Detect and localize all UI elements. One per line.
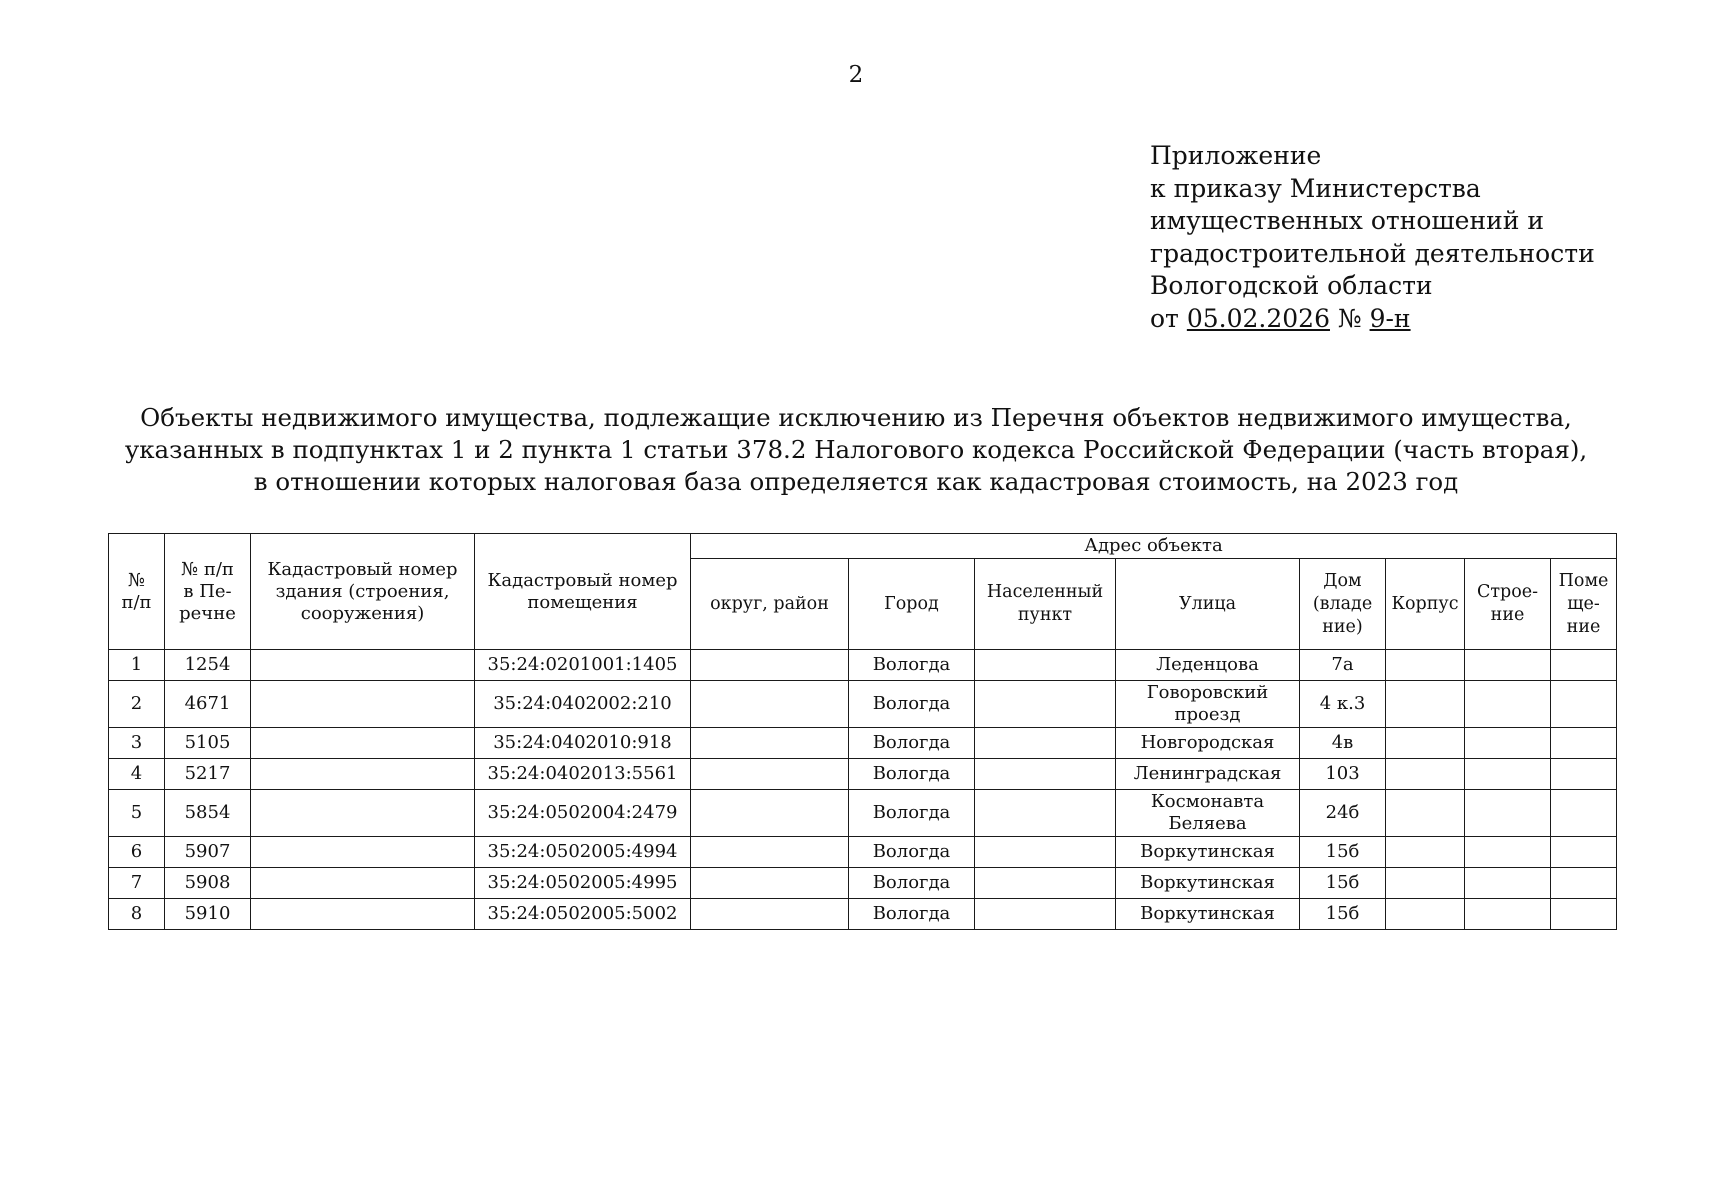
cell-num: 7 (109, 868, 165, 899)
cell-building-cadastral (251, 728, 475, 759)
cell-room-cadastral: 35:24:0201001:1405 (475, 650, 691, 681)
cell-district (691, 790, 849, 837)
cell-num: 6 (109, 837, 165, 868)
header-room-cadastral: Кадастровый номер помещения (475, 534, 691, 650)
cell-building-cadastral (251, 650, 475, 681)
cell-city: Вологда (849, 650, 975, 681)
page-number: 2 (848, 62, 864, 88)
header-settlement: Населенный пункт (975, 559, 1116, 650)
cell-room (1551, 899, 1617, 930)
header-list-num: № п/п в Пе- речне (165, 534, 251, 650)
cell-house: 15б (1300, 868, 1386, 899)
cell-korpus (1386, 868, 1465, 899)
cell-settlement (975, 868, 1116, 899)
cell-city: Вологда (849, 790, 975, 837)
cell-city: Вологда (849, 899, 975, 930)
cell-settlement (975, 681, 1116, 728)
cell-street: Ленинградская (1116, 759, 1300, 790)
header-building: Строе- ние (1465, 559, 1551, 650)
cell-room-cadastral: 35:24:0502005:4995 (475, 868, 691, 899)
cell-district (691, 650, 849, 681)
number-sign: № (1337, 303, 1362, 333)
title-line: указанных в подпунктах 1 и 2 пункта 1 статьи 378.2 Налогового кодекса Российской Федерации (часть вторая), (124, 435, 1588, 464)
title-line: в отношении которых налоговая база определяется как кадастровая стоимость, на 2023 год (253, 467, 1459, 496)
approval-line: имущественных отношений и (1150, 206, 1545, 235)
cell-room-cadastral: 35:24:0502005:4994 (475, 837, 691, 868)
cell-num: 3 (109, 728, 165, 759)
cell-building (1465, 759, 1551, 790)
cell-street: Воркутинская (1116, 837, 1300, 868)
cell-list-num: 5907 (165, 837, 251, 868)
cell-list-num: 5910 (165, 899, 251, 930)
cell-street: Воркутинская (1116, 868, 1300, 899)
cell-settlement (975, 650, 1116, 681)
table-row (109, 837, 1617, 868)
cell-room-cadastral: 35:24:0402013:5561 (475, 759, 691, 790)
cell-street: Новгородская (1116, 728, 1300, 759)
cell-building (1465, 899, 1551, 930)
cell-settlement (975, 837, 1116, 868)
cell-list-num: 5105 (165, 728, 251, 759)
cell-room (1551, 728, 1617, 759)
cell-district (691, 759, 849, 790)
cell-list-num: 1254 (165, 650, 251, 681)
cell-room-cadastral: 35:24:0502004:2479 (475, 790, 691, 837)
from-label: от (1150, 303, 1179, 333)
cell-num: 2 (109, 681, 165, 728)
cell-house: 4 к.3 (1300, 681, 1386, 728)
cell-house: 4в (1300, 728, 1386, 759)
cell-house: 15б (1300, 837, 1386, 868)
cell-room (1551, 868, 1617, 899)
cell-building (1465, 650, 1551, 681)
cell-korpus (1386, 650, 1465, 681)
cell-building-cadastral (251, 790, 475, 837)
cell-korpus (1386, 681, 1465, 728)
cell-building (1465, 681, 1551, 728)
cell-building-cadastral (251, 759, 475, 790)
cell-list-num: 5908 (165, 868, 251, 899)
cell-room-cadastral: 35:24:0402002:210 (475, 681, 691, 728)
approval-line: градостроительной деятельности (1150, 238, 1595, 268)
cell-building-cadastral (251, 837, 475, 868)
cell-room (1551, 650, 1617, 681)
header-num: № п/п (109, 534, 165, 650)
header-building-cadastral: Кадастровый номер здания (строения, сооружения) (251, 534, 475, 650)
cell-room (1551, 790, 1617, 837)
cell-building (1465, 728, 1551, 759)
cell-room-cadastral: 35:24:0402010:918 (475, 728, 691, 759)
document-title (60, 402, 1652, 498)
cell-list-num: 5854 (165, 790, 251, 837)
header-address-group: Адрес объекта (691, 534, 1617, 559)
cell-num: 8 (109, 899, 165, 930)
order-number: 9-н (1369, 303, 1411, 333)
cell-korpus (1386, 728, 1465, 759)
cell-city: Вологда (849, 681, 975, 728)
table-row (109, 899, 1617, 930)
cell-korpus (1386, 899, 1465, 930)
cell-building-cadastral (251, 868, 475, 899)
cell-settlement (975, 759, 1116, 790)
approval-line: Вологодской области (1150, 271, 1433, 300)
property-table (108, 533, 1617, 930)
approval-block (1150, 140, 1670, 335)
cell-korpus (1386, 759, 1465, 790)
header-korpus: Корпус (1386, 559, 1465, 650)
cell-house: 15б (1300, 899, 1386, 930)
table-row (109, 728, 1617, 759)
cell-city: Вологда (849, 759, 975, 790)
header-district: округ, район (691, 559, 849, 650)
cell-building-cadastral (251, 899, 475, 930)
header-city: Город (849, 559, 975, 650)
cell-district (691, 899, 849, 930)
table-row (109, 681, 1617, 728)
approval-line: Приложение (1150, 141, 1322, 170)
cell-district (691, 837, 849, 868)
cell-room (1551, 837, 1617, 868)
cell-city: Вологда (849, 837, 975, 868)
table-row (109, 868, 1617, 899)
cell-num: 5 (109, 790, 165, 837)
title-line: Объекты недвижимого имущества, подлежащие исключению из Перечня объектов недвижимого имущества, (140, 403, 1572, 432)
table-row (109, 759, 1617, 790)
cell-street: Космонавта Беляева (1116, 790, 1300, 837)
cell-house: 24б (1300, 790, 1386, 837)
header-street: Улица (1116, 559, 1300, 650)
cell-korpus (1386, 790, 1465, 837)
approval-order-line (1150, 303, 1670, 336)
cell-building (1465, 868, 1551, 899)
cell-house: 7а (1300, 650, 1386, 681)
cell-street: Воркутинская (1116, 899, 1300, 930)
table-row (109, 650, 1617, 681)
cell-settlement (975, 728, 1116, 759)
table-row (109, 790, 1617, 837)
cell-room (1551, 681, 1617, 728)
order-date: 05.02.2026 (1186, 303, 1330, 333)
approval-line: к приказу Министерства (1150, 173, 1481, 203)
cell-district (691, 868, 849, 899)
cell-building (1465, 790, 1551, 837)
cell-settlement (975, 899, 1116, 930)
cell-korpus (1386, 837, 1465, 868)
cell-building-cadastral (251, 681, 475, 728)
cell-building (1465, 837, 1551, 868)
header-room: Поме ще- ние (1551, 559, 1617, 650)
cell-list-num: 4671 (165, 681, 251, 728)
cell-room-cadastral: 35:24:0502005:5002 (475, 899, 691, 930)
cell-street: Говоровский проезд (1116, 681, 1300, 728)
cell-settlement (975, 790, 1116, 837)
cell-city: Вологда (849, 868, 975, 899)
cell-house: 103 (1300, 759, 1386, 790)
cell-district (691, 728, 849, 759)
cell-district (691, 681, 849, 728)
cell-room (1551, 759, 1617, 790)
cell-street: Леденцова (1116, 650, 1300, 681)
cell-list-num: 5217 (165, 759, 251, 790)
cell-num: 1 (109, 650, 165, 681)
cell-city: Вологда (849, 728, 975, 759)
header-house: Дом (владе ние) (1300, 559, 1386, 650)
cell-num: 4 (109, 759, 165, 790)
